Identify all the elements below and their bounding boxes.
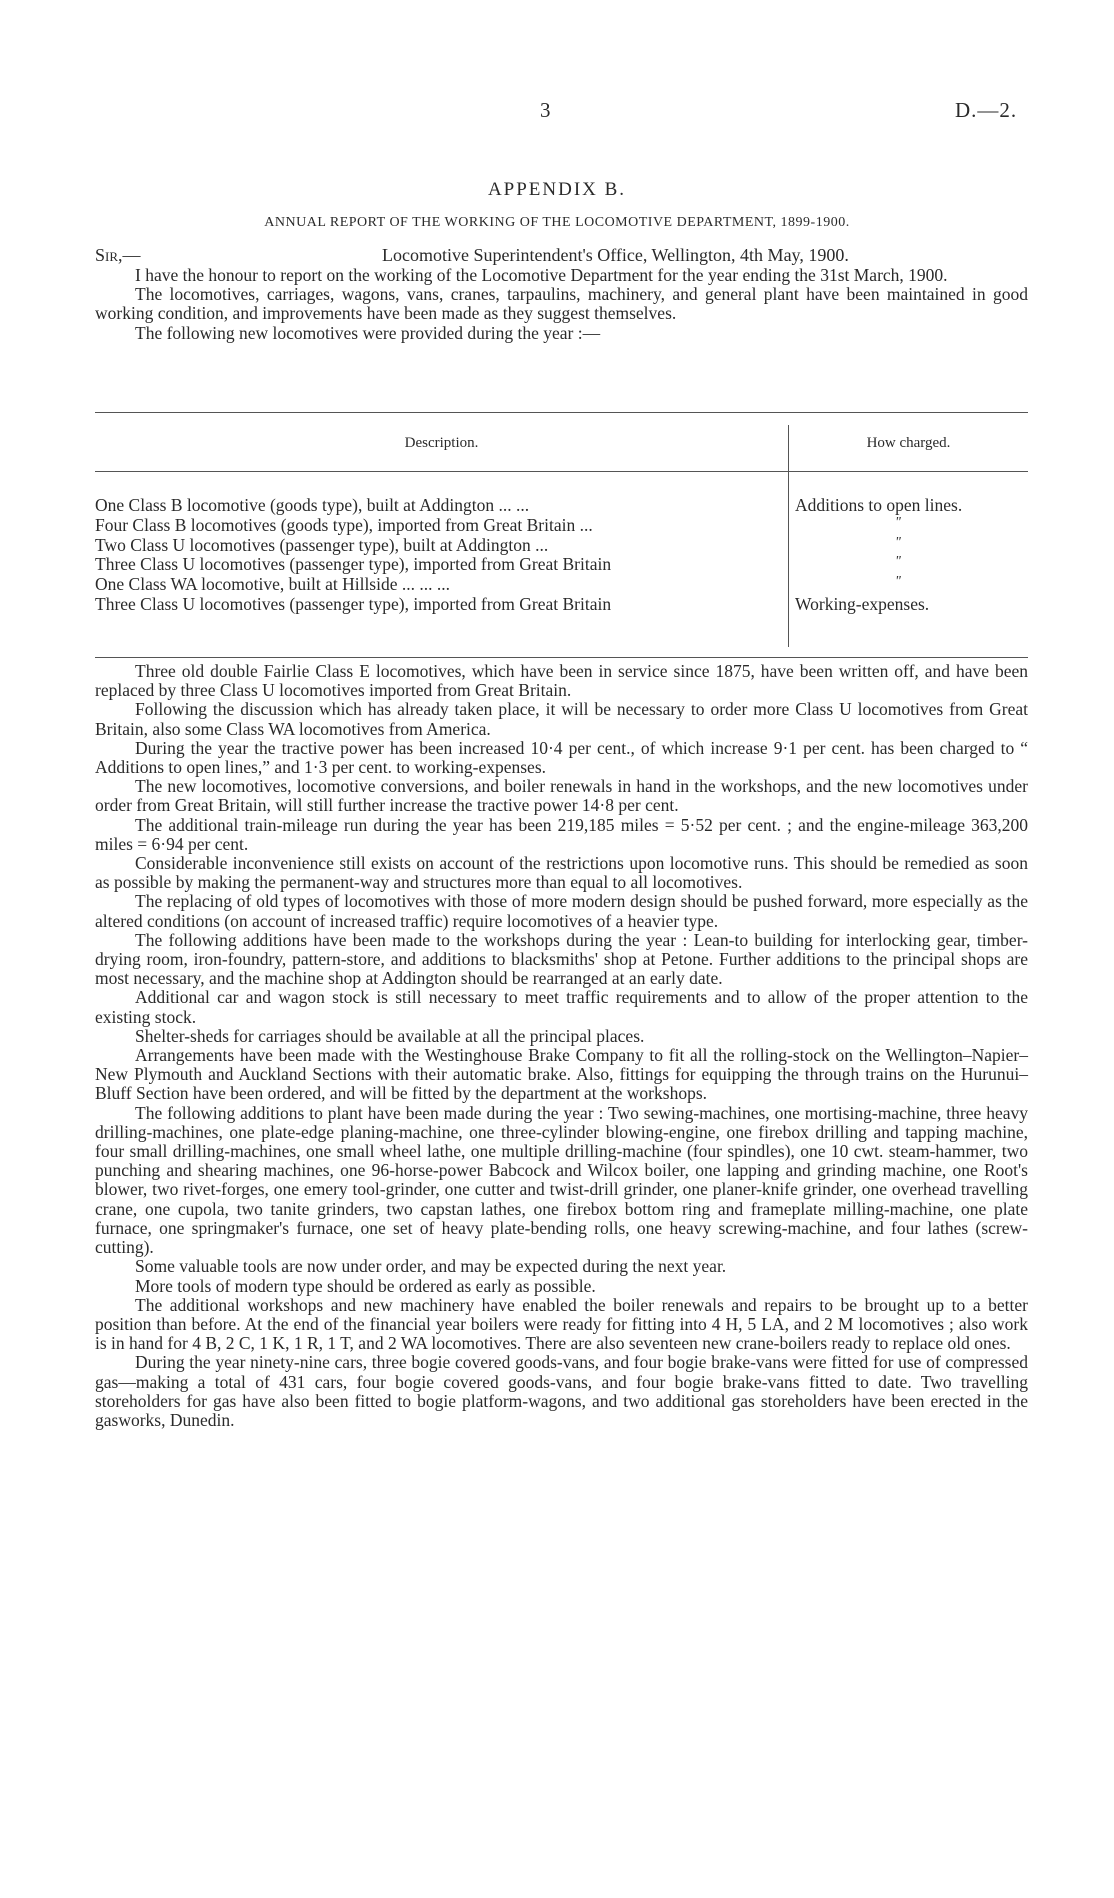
paragraph: The additional train-mileage run during the year has been 219,185 miles = 5·52 per cent. ; and the engine-mileage 363,200 miles = 6·94 per cent.	[95, 814, 1028, 854]
report-title: ANNUAL REPORT OF THE WORKING OF THE LOCOMOTIVE DEPARTMENT, 1899-1900.	[264, 215, 850, 230]
row-how-charged: "	[895, 554, 901, 570]
salutation: Sir,—	[95, 245, 141, 265]
paragraph: Arrangements have been made with the Westinghouse Brake Company to fit all the rolling-stock on the Wellington–Napier–New Plymouth and Auckland Sections with their automatic brake. Also, fittings for equipping the through trains on the Hurunui–Bluff Section have been ordered, and will be fitted by the department at the workshops.	[95, 1045, 1028, 1104]
table-header-description: Description.	[404, 435, 479, 451]
paragraph: Additional car and wagon stock is still necessary to meet traffic requirements and to allow of the proper attention to the existing stock.	[95, 987, 1028, 1027]
document-code: D.—2.	[955, 98, 1018, 122]
row-how-charged: "	[895, 574, 901, 590]
table-row	[95, 535, 1028, 555]
office-dateline: Locomotive Superintendent's Office, Wellington, 4th May, 1900.	[382, 245, 849, 265]
paragraph: Three old double Fairlie Class E locomotives, which have been in service since 1875, have been written off, and have been replaced by three Class U locomotives imported from Great Britain.	[95, 661, 1028, 701]
paragraph: The additional workshops and new machinery have enabled the boiler renewals and repairs to be brought up to a better position than before. At the end of the financial year boilers were ready for fitting into 4 H, 5 LA, and 2 M locomotives ; also work is in hand for 4 B, 2 C, 1 K, 1 R, 1 T, and 2 WA locomotives. There are also seventeen new crane-boilers ready to replace old ones.	[95, 1294, 1028, 1354]
row-how-charged: "	[895, 534, 901, 550]
row-description: One Class WA locomotive, built at Hillside ... ... ...	[95, 574, 450, 595]
paragraph: More tools of modern type should be ordered as early as possible.	[135, 1275, 596, 1296]
paragraph: Following the discussion which has already taken place, it will be necessary to order more Class U locomotives from Great Britain, also some Class WA locomotives from America.	[95, 699, 1028, 739]
paragraph: Shelter-sheds for carriages should be available at all the principal places.	[135, 1025, 645, 1046]
paragraph: During the year ninety-nine cars, three bogie covered goods-vans, and four bogie brake-vans were fitted for use of compressed gas—making a total of 431 cars, four bogie covered goods-vans, and four bogie brake-vans fitted to date. Two travelling storeholders for gas have also been fitted to bogie platform-wagons, and two additional gas storeholders have been erected in the gasworks, Dunedin.	[95, 1352, 1028, 1430]
page-number: 3	[540, 98, 551, 122]
table-row	[95, 594, 1028, 614]
table-header-how-charged: How charged.	[866, 435, 951, 451]
row-how-charged: Additions to open lines.	[795, 495, 963, 515]
paragraph: The new locomotives, locomotive conversions, and boiler renewals in hand in the workshops, and the new locomotives under order from Great Britain, will still further increase the tractive power 14·8 per cent.	[95, 776, 1028, 816]
paragraph: Some valuable tools are now under order, and may be expected during the next year.	[135, 1256, 727, 1277]
table-body	[95, 495, 1028, 614]
paragraph: During the year the tractive power has been increased 10·4 per cent., of which increase 9·1 per cent. has been charged to “ Additions to open lines,” and 1·3 per cent. to working-expenses.	[95, 737, 1028, 778]
paragraph: The following additions have been made to the workshops during the year : Lean-to building for interlocking gear, timber-drying room, iron-foundry, pattern-store, and additions to blacksmiths' shop at Petone. Further additions to the principal shops are most necessary, and the machine shop at Addington should be rearranged at an early date.	[95, 929, 1028, 989]
row-description: Two Class U locomotives (passenger type), built at Addington ...	[95, 534, 549, 555]
paragraph: The following additions to plant have been made during the year : Two sewing-machines, one mortising-machine, three heavy drilling-machines, one plate-edge planing-machine, one three-cylinder blowing-engine, one firebox drilling and tapping machine, four small drilling-machines, one small wheel lathe, one multiple drilling-machine (four spindles), one 10 cwt. steam-hammer, two punching and shearing machines, one 96-horse-power Babcock and Wilcox boiler, one lapping and grinding machine, one Root's blower, two rivet-forges, one emery tool-grinder, one cutter and twist-drill grinder, one planer-knife grinder, one overhead travelling crane, one cupola, two tanite grinders, two capstan lathes, one firebox bottom ring and frameplate milling-machine, one plate furnace, one springmaker's furnace, one set of heavy plate-bending rolls, one heavy screwing-machine, and four lathes (screw-cutting).	[95, 1102, 1028, 1258]
paragraph: I have the honour to report on the working of the Locomotive Department for the year ending the 31st March, 1900.	[135, 265, 948, 285]
row-description: Four Class B locomotives (goods type), imported from Great Britain ...	[95, 514, 593, 535]
appendix-title: APPENDIX B.	[487, 179, 627, 200]
row-description: One Class B locomotive (goods type), built at Addington ... ...	[95, 495, 530, 515]
table-row	[95, 515, 1028, 535]
table-row	[95, 495, 1028, 515]
header-rule	[95, 471, 1028, 472]
table-row	[95, 554, 1028, 574]
row-how-charged: "	[895, 514, 901, 530]
paragraph: The following new locomotives were provided during the year :—	[135, 322, 601, 343]
paragraph: Considerable inconvenience still exists on account of the restrictions upon locomotive runs. This should be remedied as soon as possible by making the permanent-way and structures more than equal to all locomotives.	[95, 853, 1028, 893]
paragraph: The replacing of old types of locomotives with those of more modern design should be pushed forward, more especially as the altered conditions (on account of increased traffic) require locomotives of a heavier type.	[95, 891, 1028, 931]
row-description: Three Class U locomotives (passenger type), imported from Great Britain	[95, 554, 612, 575]
table-row	[95, 574, 1028, 594]
intro-section	[95, 266, 1028, 343]
row-description: Three Class U locomotives (passenger type), imported from Great Britain	[95, 593, 612, 614]
locomotives-table	[95, 412, 1028, 658]
main-section	[95, 662, 1028, 1430]
row-how-charged: Working-expenses.	[795, 593, 930, 614]
paragraph: The locomotives, carriages, wagons, vans, cranes, tarpaulins, machinery, and general plant have been maintained in good working condition, and improvements have been made as they suggest themselves.	[95, 284, 1028, 324]
